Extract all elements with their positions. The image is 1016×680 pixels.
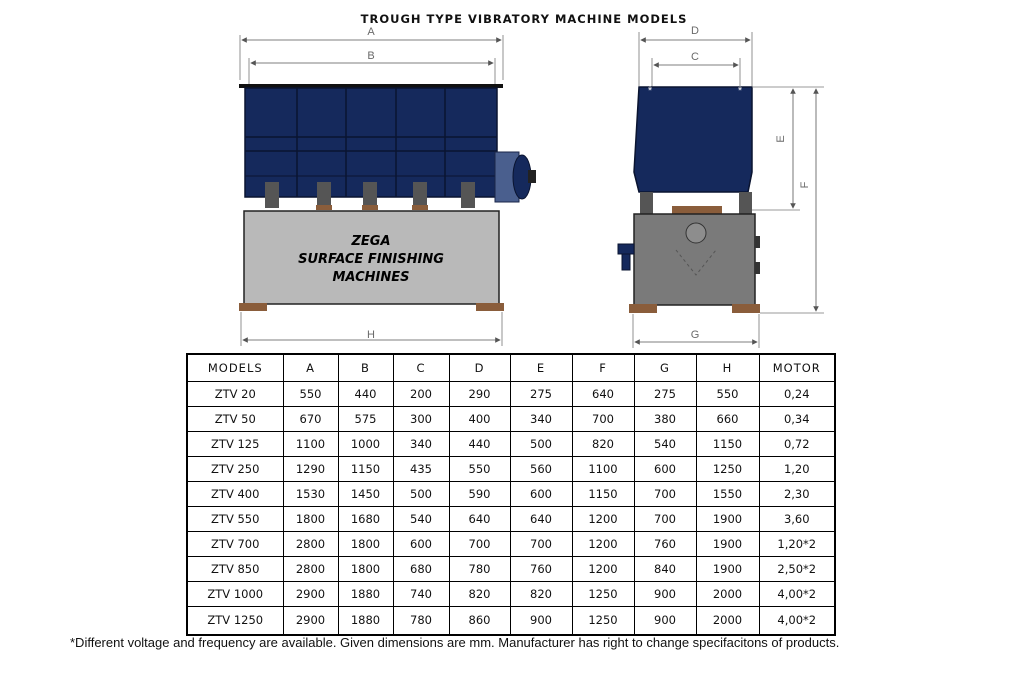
dim-label-g: G bbox=[690, 329, 700, 341]
brand-line-1: ZEGA bbox=[351, 234, 391, 249]
value-cell: 700 bbox=[449, 532, 510, 557]
value-cell: 1100 bbox=[572, 457, 634, 482]
value-cell: 550 bbox=[283, 382, 338, 407]
value-cell: 500 bbox=[393, 482, 449, 507]
value-cell: 900 bbox=[510, 607, 572, 635]
value-cell: 700 bbox=[510, 532, 572, 557]
model-cell: ZTV 50 bbox=[187, 407, 283, 432]
dimension-c bbox=[652, 51, 740, 88]
front-view bbox=[239, 26, 536, 346]
value-cell: 0,72 bbox=[759, 432, 835, 457]
table-row bbox=[187, 532, 835, 557]
value-cell: 2,30 bbox=[759, 482, 835, 507]
value-cell: 600 bbox=[634, 457, 696, 482]
value-cell: 2000 bbox=[696, 582, 759, 607]
value-cell: 900 bbox=[634, 607, 696, 635]
value-cell: 820 bbox=[572, 432, 634, 457]
value-cell: 1,20 bbox=[759, 457, 835, 482]
value-cell: 1100 bbox=[283, 432, 338, 457]
value-cell: 400 bbox=[449, 407, 510, 432]
header-cell: H bbox=[696, 354, 759, 382]
footnote: *Different voltage and frequency are available. Given dimensions are mm. Manufacturer has right to change specifacitons of products. bbox=[70, 635, 840, 650]
dim-label-h: H bbox=[367, 329, 375, 341]
model-cell: ZTV 250 bbox=[187, 457, 283, 482]
value-cell: 4,00*2 bbox=[759, 582, 835, 607]
value-cell: 640 bbox=[449, 507, 510, 532]
value-cell: 2800 bbox=[283, 532, 338, 557]
value-cell: 300 bbox=[393, 407, 449, 432]
value-cell: 820 bbox=[449, 582, 510, 607]
value-cell: 275 bbox=[634, 382, 696, 407]
model-cell: ZTV 1250 bbox=[187, 607, 283, 635]
specifications-table bbox=[186, 353, 836, 636]
value-cell: 820 bbox=[510, 582, 572, 607]
table-row bbox=[187, 557, 835, 582]
value-cell: 1000 bbox=[338, 432, 393, 457]
side-view bbox=[618, 25, 824, 348]
table-row bbox=[187, 457, 835, 482]
value-cell: 2900 bbox=[283, 607, 338, 635]
value-cell: 1530 bbox=[283, 482, 338, 507]
dimension-g bbox=[633, 314, 759, 348]
table-row bbox=[187, 407, 835, 432]
value-cell: 760 bbox=[510, 557, 572, 582]
header-cell: C bbox=[393, 354, 449, 382]
value-cell: 435 bbox=[393, 457, 449, 482]
trough-side bbox=[634, 85, 752, 192]
value-cell: 440 bbox=[338, 382, 393, 407]
table-row bbox=[187, 507, 835, 532]
value-cell: 640 bbox=[572, 382, 634, 407]
trough-front bbox=[239, 84, 536, 202]
value-cell: 590 bbox=[449, 482, 510, 507]
dim-label-b: B bbox=[367, 50, 375, 62]
value-cell: 600 bbox=[510, 482, 572, 507]
model-cell: ZTV 850 bbox=[187, 557, 283, 582]
value-cell: 550 bbox=[696, 382, 759, 407]
value-cell: 2800 bbox=[283, 557, 338, 582]
value-cell: 1250 bbox=[572, 582, 634, 607]
value-cell: 1150 bbox=[696, 432, 759, 457]
model-cell: ZTV 20 bbox=[187, 382, 283, 407]
value-cell: 440 bbox=[449, 432, 510, 457]
header-cell: MODELS bbox=[187, 354, 283, 382]
dim-label-a: A bbox=[367, 26, 375, 38]
table-body bbox=[187, 382, 835, 635]
dimension-b bbox=[249, 50, 495, 84]
header-cell: F bbox=[572, 354, 634, 382]
value-cell: 1800 bbox=[283, 507, 338, 532]
value-cell: 1250 bbox=[696, 457, 759, 482]
value-cell: 2900 bbox=[283, 582, 338, 607]
brand-line-3: MACHINES bbox=[332, 270, 410, 285]
table-header-row bbox=[187, 354, 835, 382]
value-cell: 1250 bbox=[572, 607, 634, 635]
header-cell: MOTOR bbox=[759, 354, 835, 382]
dim-label-f: F bbox=[799, 181, 811, 189]
dimension-f bbox=[760, 87, 824, 313]
value-cell: 780 bbox=[449, 557, 510, 582]
value-cell: 700 bbox=[572, 407, 634, 432]
value-cell: 500 bbox=[510, 432, 572, 457]
value-cell: 860 bbox=[449, 607, 510, 635]
header-cell: A bbox=[283, 354, 338, 382]
value-cell: 680 bbox=[393, 557, 449, 582]
value-cell: 275 bbox=[510, 382, 572, 407]
value-cell: 380 bbox=[634, 407, 696, 432]
value-cell: 1,20*2 bbox=[759, 532, 835, 557]
value-cell: 1150 bbox=[572, 482, 634, 507]
header-cell: G bbox=[634, 354, 696, 382]
svg-text:*: * bbox=[737, 85, 743, 97]
value-cell: 3,60 bbox=[759, 507, 835, 532]
machine-base-front bbox=[239, 211, 504, 311]
value-cell: 1900 bbox=[696, 557, 759, 582]
value-cell: 540 bbox=[393, 507, 449, 532]
value-cell: 1150 bbox=[338, 457, 393, 482]
dimension-e bbox=[752, 87, 800, 210]
page-title: TROUGH TYPE VIBRATORY MACHINE MODELS bbox=[360, 12, 688, 26]
value-cell: 540 bbox=[634, 432, 696, 457]
table-row bbox=[187, 607, 835, 635]
value-cell: 670 bbox=[283, 407, 338, 432]
value-cell: 200 bbox=[393, 382, 449, 407]
table-row bbox=[187, 432, 835, 457]
value-cell: 550 bbox=[449, 457, 510, 482]
value-cell: 1450 bbox=[338, 482, 393, 507]
value-cell: 560 bbox=[510, 457, 572, 482]
value-cell: 1800 bbox=[338, 557, 393, 582]
svg-text:*: * bbox=[647, 85, 653, 97]
value-cell: 1200 bbox=[572, 507, 634, 532]
value-cell: 700 bbox=[634, 507, 696, 532]
table-row bbox=[187, 382, 835, 407]
value-cell: 1880 bbox=[338, 582, 393, 607]
value-cell: 760 bbox=[634, 532, 696, 557]
value-cell: 660 bbox=[696, 407, 759, 432]
dim-label-e: E bbox=[775, 135, 787, 143]
brand-line-2: SURFACE FINISHING bbox=[298, 252, 444, 267]
value-cell: 840 bbox=[634, 557, 696, 582]
dimension-h bbox=[241, 312, 502, 346]
model-cell: ZTV 125 bbox=[187, 432, 283, 457]
value-cell: 290 bbox=[449, 382, 510, 407]
value-cell: 1550 bbox=[696, 482, 759, 507]
value-cell: 1800 bbox=[338, 532, 393, 557]
header-cell: B bbox=[338, 354, 393, 382]
model-cell: ZTV 400 bbox=[187, 482, 283, 507]
machine-base-side bbox=[618, 214, 760, 313]
value-cell: 1880 bbox=[338, 607, 393, 635]
value-cell: 1680 bbox=[338, 507, 393, 532]
value-cell: 740 bbox=[393, 582, 449, 607]
value-cell: 780 bbox=[393, 607, 449, 635]
value-cell: 1290 bbox=[283, 457, 338, 482]
value-cell: 575 bbox=[338, 407, 393, 432]
value-cell: 600 bbox=[393, 532, 449, 557]
model-cell: ZTV 1000 bbox=[187, 582, 283, 607]
value-cell: 2,50*2 bbox=[759, 557, 835, 582]
value-cell: 340 bbox=[393, 432, 449, 457]
dim-label-d: D bbox=[691, 25, 699, 37]
springs-side bbox=[640, 192, 752, 214]
table-row bbox=[187, 482, 835, 507]
value-cell: 1200 bbox=[572, 532, 634, 557]
value-cell: 2000 bbox=[696, 607, 759, 635]
model-cell: ZTV 550 bbox=[187, 507, 283, 532]
model-cell: ZTV 700 bbox=[187, 532, 283, 557]
table-row bbox=[187, 582, 835, 607]
value-cell: 0,34 bbox=[759, 407, 835, 432]
value-cell: 4,00*2 bbox=[759, 607, 835, 635]
value-cell: 1200 bbox=[572, 557, 634, 582]
header-cell: D bbox=[449, 354, 510, 382]
value-cell: 700 bbox=[634, 482, 696, 507]
value-cell: 900 bbox=[634, 582, 696, 607]
header-cell: E bbox=[510, 354, 572, 382]
value-cell: 1900 bbox=[696, 507, 759, 532]
dim-label-c: C bbox=[691, 51, 699, 63]
value-cell: 1900 bbox=[696, 532, 759, 557]
value-cell: 340 bbox=[510, 407, 572, 432]
value-cell: 640 bbox=[510, 507, 572, 532]
value-cell: 0,24 bbox=[759, 382, 835, 407]
